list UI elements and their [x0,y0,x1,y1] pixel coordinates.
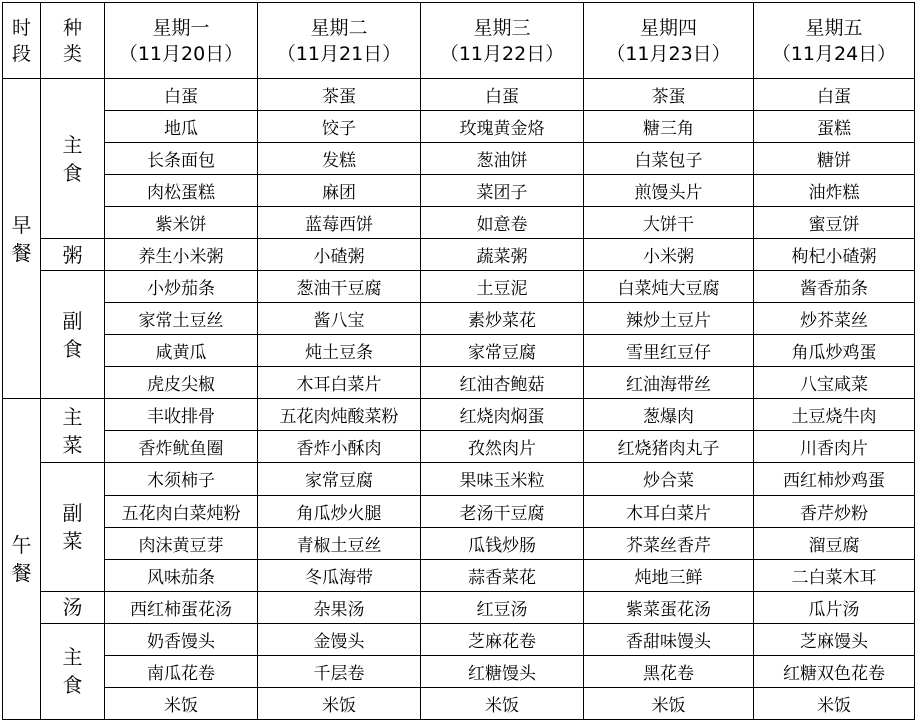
menu-row [3,335,915,367]
dish-cell: 炒芥菜丝 [754,303,915,335]
day-date: （11月23日） [606,42,731,65]
menu-row [3,239,915,271]
dish-cell: 白蛋 [421,79,584,111]
food-category: 汤 [41,591,105,623]
dish-cell: 红糖馒头 [421,655,584,687]
dish-cell: 蜜豆饼 [754,207,915,239]
dish-cell: 酱八宝 [258,303,421,335]
day-date: （11月20日） [118,42,244,65]
dish-cell: 红烧肉焖蛋 [421,399,584,431]
dish-cell: 家常豆腐 [421,335,584,367]
menu-row [3,623,915,655]
dish-cell: 长条面包 [105,143,258,175]
dish-cell: 白菜包子 [584,143,754,175]
dish-cell: 香芹炒粉 [754,495,915,527]
header-day-wednesday [421,3,584,79]
dish-cell: 菜团子 [421,175,584,207]
dish-cell: 茶蛋 [258,79,421,111]
food-category: 主 食 [41,79,105,239]
dish-cell: 溜豆腐 [754,527,915,559]
dish-cell: 芝麻馒头 [754,623,915,655]
dish-cell: 土豆泥 [421,271,584,303]
dish-cell: 油炸糕 [754,175,915,207]
menu-row [3,271,915,303]
menu-row [3,463,915,495]
dish-cell: 辣炒土豆片 [584,303,754,335]
dish-cell: 南瓜花卷 [105,655,258,687]
dish-cell: 红油海带丝 [584,367,754,399]
dish-cell: 木耳白菜片 [258,367,421,399]
dish-cell: 葱油饼 [421,143,584,175]
menu-row [3,559,915,591]
menu-row [3,207,915,239]
dish-cell: 雪里红豆仔 [584,335,754,367]
dish-cell: 白蛋 [105,79,258,111]
dish-cell: 红糖双色花卷 [754,655,915,687]
header-category: 种 类 [41,3,105,79]
menu-row [3,111,915,143]
dish-cell: 炖地三鲜 [584,559,754,591]
day-date: （11月24日） [771,42,897,65]
dish-cell: 西红柿蛋花汤 [105,591,258,623]
dish-cell: 炒合菜 [584,463,754,495]
dish-cell: 西红柿炒鸡蛋 [754,463,915,495]
food-category: 副 食 [41,271,105,399]
dish-cell: 八宝咸菜 [754,367,915,399]
dish-cell: 小炒茄条 [105,271,258,303]
menu-row [3,367,915,399]
menu-row [3,399,915,431]
dish-cell: 茶蛋 [584,79,754,111]
dish-cell: 黑花卷 [584,655,754,687]
dish-cell: 红油杏鲍菇 [421,367,584,399]
dish-cell: 香炸小酥肉 [258,431,421,463]
dish-cell: 素炒菜花 [421,303,584,335]
dish-cell: 虎皮尖椒 [105,367,258,399]
dish-cell: 麻团 [258,175,421,207]
header-day-tuesday [258,3,421,79]
dish-cell: 杂果汤 [258,591,421,623]
dish-cell: 米饭 [584,687,754,719]
dish-cell: 木耳白菜片 [584,495,754,527]
dish-cell: 米饭 [105,687,258,719]
dish-cell: 红豆汤 [421,591,584,623]
dish-cell: 金馒头 [258,623,421,655]
day-name: 星期四 [639,16,697,39]
food-category: 粥 [41,239,105,271]
dish-cell: 风味茄条 [105,559,258,591]
dish-cell: 角瓜炒火腿 [258,495,421,527]
day-name: 星期五 [805,16,863,39]
meal-period: 午 餐 [3,399,41,720]
dish-cell: 糖三角 [584,111,754,143]
dish-cell: 土豆烧牛肉 [754,399,915,431]
dish-cell: 饺子 [258,111,421,143]
dish-cell: 红烧猪肉丸子 [584,431,754,463]
food-category: 主 食 [41,623,105,719]
dish-cell: 蔬菜粥 [421,239,584,271]
menu-row [3,431,915,463]
dish-cell: 养生小米粥 [105,239,258,271]
food-category: 副 菜 [41,463,105,591]
dish-cell: 咸黄瓜 [105,335,258,367]
dish-cell: 孜然肉片 [421,431,584,463]
dish-cell: 蛋糕 [754,111,915,143]
dish-cell: 果味玉米粒 [421,463,584,495]
day-date: （11月22日） [439,42,565,65]
dish-cell: 地瓜 [105,111,258,143]
dish-cell: 白蛋 [754,79,915,111]
dish-cell: 家常豆腐 [258,463,421,495]
menu-row [3,143,915,175]
dish-cell: 冬瓜海带 [258,559,421,591]
day-date: （11月21日） [276,42,402,65]
weekly-menu-table [2,2,915,720]
meal-period: 早 餐 [3,79,41,399]
header-day-friday [754,3,915,79]
menu-row [3,303,915,335]
dish-cell: 发糕 [258,143,421,175]
dish-cell: 家常土豆丝 [105,303,258,335]
day-name: 星期一 [152,16,210,39]
dish-cell: 川香肉片 [754,431,915,463]
dish-cell: 蒜香菜花 [421,559,584,591]
dish-cell: 香炸鱿鱼圈 [105,431,258,463]
dish-cell: 五花肉白菜炖粉 [105,495,258,527]
dish-cell: 葱爆肉 [584,399,754,431]
dish-cell: 米饭 [258,687,421,719]
dish-cell: 紫菜蛋花汤 [584,591,754,623]
dish-cell: 紫米饼 [105,207,258,239]
dish-cell: 大饼干 [584,207,754,239]
dish-cell: 丰收排骨 [105,399,258,431]
dish-cell: 二白菜木耳 [754,559,915,591]
dish-cell: 肉松蛋糕 [105,175,258,207]
menu-body [3,3,915,720]
dish-cell: 千层卷 [258,655,421,687]
dish-cell: 青椒土豆丝 [258,527,421,559]
dish-cell: 木须柿子 [105,463,258,495]
dish-cell: 煎馒头片 [584,175,754,207]
dish-cell: 米饭 [754,687,915,719]
dish-cell: 小米粥 [584,239,754,271]
dish-cell: 芥菜丝香芹 [584,527,754,559]
dish-cell: 白菜炖大豆腐 [584,271,754,303]
menu-row [3,655,915,687]
dish-cell: 老汤干豆腐 [421,495,584,527]
dish-cell: 肉沫黄豆芽 [105,527,258,559]
day-name: 星期二 [310,16,368,39]
food-category: 主 菜 [41,399,105,463]
menu-row [3,687,915,719]
dish-cell: 角瓜炒鸡蛋 [754,335,915,367]
dish-cell: 五花肉炖酸菜粉 [258,399,421,431]
menu-row [3,495,915,527]
menu-row [3,79,915,111]
dish-cell: 葱油干豆腐 [258,271,421,303]
dish-cell: 酱香茄条 [754,271,915,303]
dish-cell: 芝麻花卷 [421,623,584,655]
dish-cell: 瓜片汤 [754,591,915,623]
dish-cell: 奶香馒头 [105,623,258,655]
dish-cell: 香甜味馒头 [584,623,754,655]
dish-cell: 瓜钱炒肠 [421,527,584,559]
menu-row [3,591,915,623]
header-day-monday [105,3,258,79]
dish-cell: 糖饼 [754,143,915,175]
dish-cell: 如意卷 [421,207,584,239]
dish-cell: 小碴粥 [258,239,421,271]
day-name: 星期三 [473,16,531,39]
dish-cell: 枸杞小碴粥 [754,239,915,271]
header-period: 时 段 [3,3,41,79]
dish-cell: 玫瑰黄金烙 [421,111,584,143]
header-day-thursday [584,3,754,79]
dish-cell: 炖土豆条 [258,335,421,367]
header-row [3,3,915,79]
menu-row [3,175,915,207]
dish-cell: 蓝莓西饼 [258,207,421,239]
dish-cell: 米饭 [421,687,584,719]
menu-row [3,527,915,559]
